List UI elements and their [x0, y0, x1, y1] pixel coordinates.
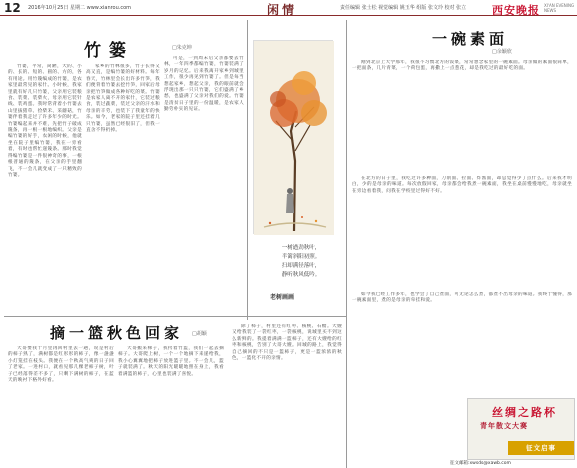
byline-wrap	[492, 48, 552, 56]
article-body: 在北方的日子里，我吃过许多种面，刀削面、拉面、炸酱面，却总觉得少了点什么。后来我才明白，少的是母亲的味道。每次放假回家，母亲都会给我煮一碗素面，我坐在桌前慢慢地吃，母亲就坐在旁边看着我，问我在学校里过得好不好。	[352, 176, 572, 194]
article-zhulou-col2	[86, 64, 160, 312]
poem-line: 静听秋风低吟。	[281, 272, 321, 278]
article-body: 大哥搬来梯子，我挎着竹篮，我们一起去摘柿子。大哥爬上树，一个一个地摘下来递给我，我小心翼翼地把柿子放进篮子里。不一会儿，篮子就装满了。秋天的阳光暖暖地照在身上，我看着满篮的柿子，心里也装满了喜悦。	[118, 346, 224, 377]
article-zhulou-col3	[164, 56, 244, 312]
column-divider	[247, 20, 248, 320]
promo-contest-name: 青年散文大赛	[480, 422, 528, 430]
essay-contest-promo	[467, 398, 575, 460]
article-title: 一碗素面	[432, 30, 509, 48]
poem-line: 扫却满径落叶，	[281, 263, 321, 269]
article-title-zhulou-wrap	[84, 36, 164, 60]
article-byline: □余颖欣	[492, 49, 512, 55]
article-title: 竹篓	[84, 41, 134, 60]
promo-series-title: 丝绸之路杯	[492, 406, 557, 419]
article-zhailanzi-col1	[8, 346, 114, 464]
editor-credits: 责任编辑 张士松 视觉编辑 姚玉华 组版 张文玲 校对 张立	[340, 5, 467, 11]
article-suyan-col3	[352, 292, 572, 392]
article-body: 除了柿子，村里还有红枣、核桃、石榴。大嫂又给我装了一袋红枣，一袋核桃，说城里买不到这么新鲜的。我提着满满一篮柿子，还有大嫂给的红枣和核桃，告别了大哥大嫂。回城的路上，我觉得自己摘回的不只是一篮柿子，更是一篮浓浓的秋色，一篮化不开的亲情。	[232, 324, 342, 362]
article-title-wrap	[432, 28, 542, 50]
article-zhulou-col1	[8, 64, 82, 312]
article-body: 竹篓，平常，简陋，大的、小的、长的、短的、圆的、方的，各有用途。用竹篾编成的竹篓，是农家里最常见的家什。小时候，我家里就有好几只竹篓，父亲用它装粮食、装菜、装柴火，母亲用它装针线、装鸡蛋。我时常背着小竹篓去山里拔猪草、捡柴禾、采蘑菇，竹篓伴着我走过了许多年少的时光。竹篓编起来并不难，先把竹子破成篾条，再一根一根地编织。父亲是编竹篓的好手，农闲的时候，他就坐在院子里编竹篓，我在一旁看着，有时也帮忙递篾条。那时我觉得编竹篓是一件很神奇的事，一根根普通的篾条，在父亲的手里翻飞，不一会儿就变成了一只精致的竹篓。	[8, 64, 82, 178]
poem-line: 一树遒劲秋叶，	[281, 245, 321, 251]
newspaper-logo-english: XI'AN EVENING NEWS	[544, 3, 575, 13]
poem-line: 半篱斜阳初照。	[281, 254, 321, 260]
illustration-painting	[253, 40, 333, 234]
submission-email: 征文邮箱:xwsds@xawb.com	[450, 461, 511, 466]
article-body: 家乡的竹林很多，竹子长得又高又直，是编竹篓的好材料。每年春天，竹林里会长出许多竹笋，我们便背着竹篓去挖竹笋，回家后母亲把竹笋做成各种好吃的菜。竹篓是农家人离不开的家什，它装过粮食，装过蔬菜，装过父亲的汗水和母亲的辛劳，也装下了我童年的快乐。如今，老家的院子里还挂着几只竹篓，虽然已经很旧了，但我一直舍不得扔掉。	[86, 64, 160, 134]
article-title: 摘一篮秋色回家	[50, 324, 184, 342]
article-zhailanzi-col3	[232, 324, 342, 464]
promo-badge: 征文启事	[508, 441, 574, 455]
article-body: 如今我已经工作多年，也学会了自己煮面，可无论怎么煮，都煮不出母亲的味道。我终于懂得，那一碗素面里，煮的是母亲的牵挂和爱。	[352, 292, 572, 304]
article-suyan-col2	[352, 176, 572, 286]
article-suyan-col1	[352, 60, 572, 172]
article-zhailanzi-col2	[118, 346, 224, 464]
date-line: 2016年10月25日 星期二 www.xianrou.com	[28, 5, 132, 11]
article-title-wrap	[50, 322, 190, 342]
article-body: 可是，一到周末后父亲都要去竹林，一年四季都编竹篓，竹篓装满了岁月的记忆。后来我离开家乡到城里工作，很少再见到竹篓了。但是每当想起家乡，想起父亲，我的眼前就会浮现出那一只只竹篓，它们盛满了乡愁，也盛满了父亲对我们的爱。竹篓是清贫日子里的一份温暖，是农家人勤劳朴实的见证。	[164, 56, 244, 113]
poem	[258, 244, 344, 280]
section-divider	[4, 316, 346, 317]
autumn-tree-illustration	[254, 41, 334, 235]
article-body: 刚到北京上大学那年，我很不习惯北方的饭菜，常常想念家里的一碗素面。母亲做的素面很简单，一把面条，几片青菜，一个荷包蛋，再撒上一点葱花，却是我吃过的最好吃的面。	[352, 60, 572, 72]
byline-wrap	[192, 330, 232, 338]
section-title: 闲情	[267, 3, 298, 17]
painting-credit: 老树画画	[270, 294, 295, 301]
article-byline: □胡颖	[192, 331, 207, 337]
byline-wrap	[172, 44, 212, 52]
newspaper-logo: 西安晚报	[492, 4, 540, 17]
article-body: 大哥要我十月里再回村里去一趟，说是村后的柿子熟了，满树都是红彤彤的柿子，像一盏盏小灯笼挂在枝头。我便在一个秋高气爽的日子回了老家。一进村口，就看见那几棵老柿子树，叶子已经落得差不多了，只剩下满树的柿子，在蓝天的映衬下格外好看。	[8, 346, 114, 384]
page-header	[0, 0, 577, 16]
page-number: 12	[4, 1, 21, 15]
column-divider	[346, 20, 347, 468]
article-byline: □朱克坤	[172, 45, 192, 51]
